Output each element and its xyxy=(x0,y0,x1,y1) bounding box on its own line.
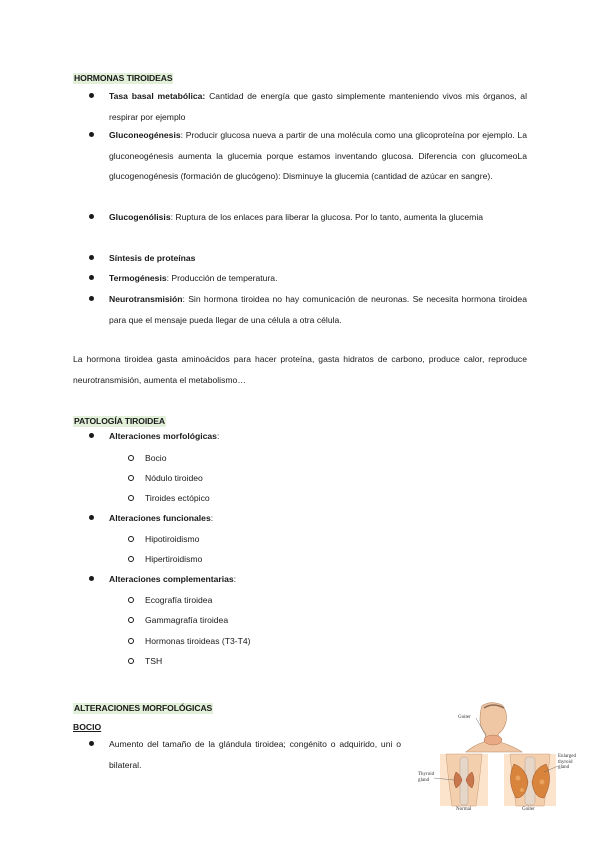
goiter-illustration xyxy=(418,702,576,814)
sub-list-item: Hipotiroidismo xyxy=(145,534,200,544)
sub-list-item: Hipertiroidismo xyxy=(145,554,203,564)
item-term: Gluconeogénesis xyxy=(109,130,181,140)
label-normal: Normal xyxy=(456,807,472,812)
group-label: Alteraciones complementarias xyxy=(109,574,234,584)
group-suffix: : xyxy=(216,431,220,441)
list-item xyxy=(109,426,527,446)
label-goiter-caption: Goiter xyxy=(522,807,535,812)
goiter-neck-panel xyxy=(504,754,558,806)
label-goiter: Goiter xyxy=(458,715,471,720)
label-enlarged-thyroid: Enlarged thyroid gland xyxy=(558,754,576,770)
list-item xyxy=(109,289,527,330)
label-thyroid-gland: Thyroid gland xyxy=(418,772,435,783)
item-text: : Ruptura de los enlaces para liberar la glucosa. Por lo tanto, aumenta la glucemia xyxy=(170,212,484,222)
sub-list-item: Nódulo tiroideo xyxy=(145,473,203,483)
item-text: : Sin hormona tiroidea no hay comunicación de neuronas. Se necesita hormona tiroidea para que el mensaje pueda llegar de una célula a otra célula. xyxy=(109,294,527,325)
sub-list-item: TSH xyxy=(145,656,163,666)
group-label: Alteraciones funcionales xyxy=(109,513,211,523)
list-item xyxy=(109,125,527,187)
list-item xyxy=(109,207,527,228)
group-label: Alteraciones morfológicas xyxy=(109,431,217,441)
item-term: Tasa basal metabólica: xyxy=(109,91,206,101)
list-item xyxy=(109,508,527,528)
item-text: : Producción de temperatura. xyxy=(166,273,278,283)
item-term: Termogénesis xyxy=(109,273,167,283)
sub-list-item: Hormonas tiroideas (T3-T4) xyxy=(145,636,251,646)
group-suffix: : xyxy=(210,513,214,523)
sub-list-item: Ecografía tiroidea xyxy=(145,595,213,605)
group-suffix: : xyxy=(233,574,237,584)
item-term: Glucogenólisis xyxy=(109,212,171,222)
sub-list-item: Bocio xyxy=(145,453,167,463)
normal-neck-panel xyxy=(434,754,488,806)
item-text: : Producir glucosa nueva a partir de una molécula como una glicoproteína por ejemplo. La gluconeogénesis aumenta la glucemia porque estamos inventando glucosa. Diferencia con glucomeoLa glucogenogénesis (formación de glucógeno): Disminuye la glucemia (cantidad de azúcar en sangre). xyxy=(109,130,527,181)
list-item: Aumento del tamaño de la glándula tiroidea; congénito o adquirido, uni o bilateral. xyxy=(109,734,401,775)
list-item xyxy=(109,248,527,269)
section-heading-hormonas: HORMONAS TIROIDEAS xyxy=(74,73,173,83)
list-item xyxy=(109,86,527,127)
goiter-diagram xyxy=(418,702,576,814)
list-item xyxy=(109,268,527,289)
list-item xyxy=(109,569,527,589)
item-term: Síntesis de proteínas xyxy=(109,253,196,263)
section-heading-alteraciones: ALTERACIONES MORFOLÓGICAS xyxy=(74,703,213,713)
section-heading-patologia: PATOLOGÍA TIROIDEA xyxy=(74,416,165,426)
item-term: Neurotransmisión xyxy=(109,294,183,304)
item-text: Cantidad de energía que gasto simplemente manteniendo vivos mis órganos, al respirar por ejemplo xyxy=(109,91,527,122)
sub-list-item: Tiroides ectópico xyxy=(145,493,210,503)
head-with-goiter xyxy=(466,703,522,752)
sub-list-item: Gammagrafía tiroidea xyxy=(145,615,229,625)
body-paragraph: La hormona tiroidea gasta aminoácidos para hacer proteína, gasta hidratos de carbono, produce calor, reproduce neurotransmisión, aumenta el metabolismo… xyxy=(73,354,527,385)
subheading-bocio: BOCIO xyxy=(73,722,102,732)
